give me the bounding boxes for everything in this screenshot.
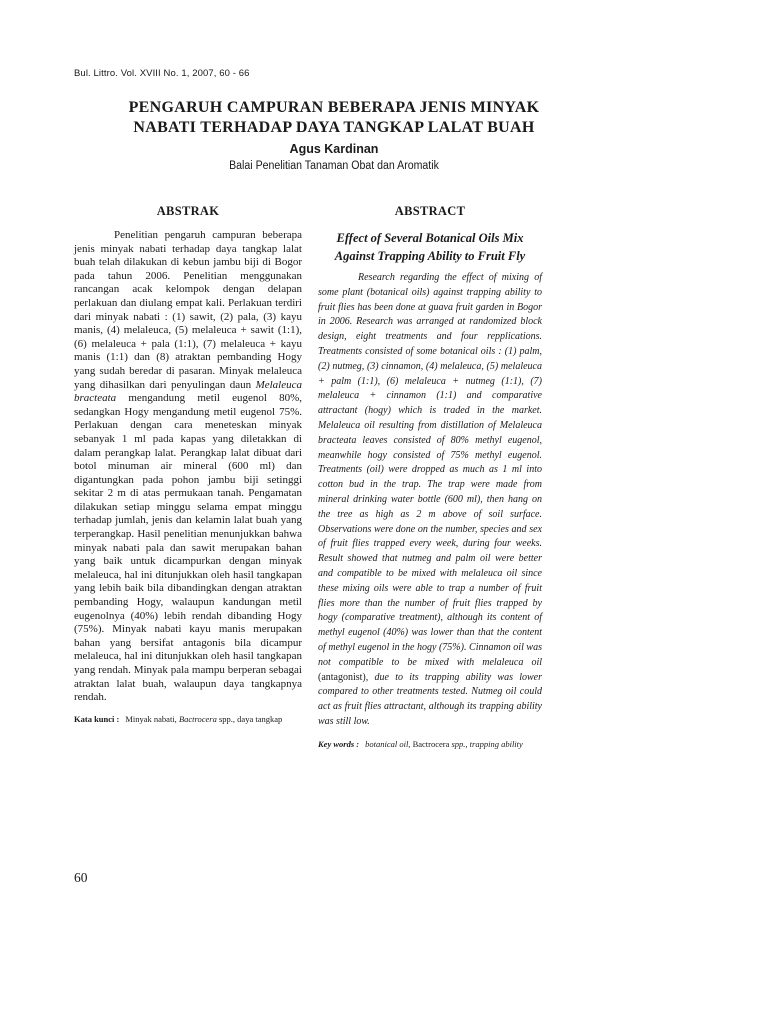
kata-kunci-label: Kata kunci :: [74, 713, 120, 724]
title-line-2: NABATI TERHADAP DAYA TANGKAP LALAT BUAH: [133, 119, 535, 136]
abstract-heading: ABSTRACT: [394, 204, 466, 218]
key-words-label: Key words :: [318, 738, 360, 749]
abstrak-column: [74, 204, 302, 725]
key-words-post: spp., trapping ability: [451, 738, 523, 749]
kata-kunci-post: spp., daya tangkap: [219, 713, 283, 724]
key-words: [318, 739, 542, 750]
title-line-1: PENGARUH CAMPURAN BEBERAPA JENIS MINYAK: [128, 99, 540, 116]
abstrak-text-part2: mengandung metil eugenol 80%, sedangkan Hogy mengandung metil eugenol 75%. Perlakuan dengan cara meneteskan minyak sebanyak 1 ml pada kapas yang diletakkan di dalam perangkap lalat. Perangkap lalat dibuat dari botol minuman air mineral (600 ml) dan digantungkan pada pohon jambu biji setinggi sekitar 2 m di atas permukaan tanah. Pengamatan dilakukan setiap minggu selama empat minggu terhadap jumlah, jenis dan kelamin lalat buah yang terperangkap. Hasil penelitian menunjukkan bahwa minyak nabati pala dan sawit merupakan bahan yang baik untuk dicampurkan dengan minyak melaleuca, hal ini ditunjukkan oleh hasil tangkapan yang lebih baik bila dibandingkan dengan atraktan pembanding Hogy, walaupun kandungan metil eugenolnya (40%) lebih rendah dibanding Hogy (75%). Minyak nabati kayu manis merupakan bahan yang bersifat antagonis bila dicampur melaleuca, hal ini ditunjukkan oleh hasil tangkapan yang rendah. Minyak pala mampu berperan sebagai atraktan lalat buah, walaupun daya tangkapnya rendah.: [74, 392, 302, 704]
abstract-title: [318, 229, 542, 265]
abstract-text: [318, 271, 542, 730]
kata-kunci: [74, 714, 302, 725]
key-words-species: Bactrocera: [412, 738, 450, 749]
kata-kunci-species: Bactrocera: [178, 713, 217, 724]
paper-title: [74, 98, 594, 138]
abstract-text-part1: Research regarding the effect of mixing of some plant (botanical oils) against trapping ability to fruit flies has been done at guava fruit garden in Bogor in 2006. Research was arranged at randomized block design, eight treatments and four repplications. Treatments consisted of some botanical oils : (1) palm, (2) nutmeg, (3) cinnamon, (4) melaleuca, (5) melaleuca + palm (1:1), (6) melaleuca + nutmeg (1:1), (7) melaleuca + cinnamon (1:1) and comparative attractant (hogy) which is traded in the market. Melaleuca oil resulting from distillation of Melaleuca bracteata leaves consisted of 80% methyl eugenol, meanwhile hogy consisted of 75% methyl eugenol. Treatments (oil) were dropped as much as 1 ml into cotton bud in the trap. The trap were made from mineral drinking water bottle (600 ml), then hang on the tree as high as 2 m above of soil surface. Observations were done on the number, species and sex of fruit flies trapped every week, during four weeks. Result showed that nutmeg and palm oil were better and compatible to be mixed with melaleuca oil since these mixing oils were able to trap a number of fruit flies more than the number of fruit flies trapped by hogy (comparative treatment), although its content of methyl eugenol (40%) was lower than that the content of methyl eugenol in the hogy (75%). Cinnamon oil was not compatible to be mixed with melaleuca oil: [318, 272, 542, 668]
abstract-column: [318, 204, 542, 750]
abstract-title-line-2: Against Trapping Ability to Fruit Fly: [334, 249, 526, 263]
abstrak-heading: ABSTRAK: [156, 204, 220, 218]
abstract-text-upright: (antagonist): [318, 671, 366, 683]
abstract-text-part2: , due to its trapping ability was lower compared to other treatments tested. Nutmeg oil could act as fruit flies attractant, although its trapping ability was still low.: [318, 671, 542, 727]
page-number: 60: [74, 870, 88, 885]
abstrak-text-part1: Penelitian pengaruh campuran beberapa jenis minyak nabati terhadap daya tangkap lalat buah telah dilakukan di kebun jambu biji di Bogor pada tahun 2006. Penelitian menggunakan rancangan acak kelompok dengan delapan perlakuan dan diulang empat kali. Perlakuan terdiri dari minyak nabati : (1) sawit, (2) pala, (3) kayu manis, (4) melaleuca, (5) melaleuca + sawit (1:1), (6) melaleuca + pala (1:1), (7) melaleuca + kayu manis (1:1) dan (8) atraktan pembanding Hogy yang sudah beredar di pasaran. Minyak melaleuca yang dihasilkan dari penyulingan daun: [74, 229, 302, 391]
key-words-text: [365, 739, 542, 750]
author-name: Agus Kardinan: [289, 142, 379, 156]
kata-kunci-text: [125, 714, 302, 725]
kata-kunci-pre: Minyak nabati,: [125, 713, 177, 724]
abstrak-text: [74, 229, 302, 705]
abstract-title-line-1: Effect of Several Botanical Oils Mix: [336, 231, 524, 245]
author-affiliation: Balai Penelitian Tanaman Obat dan Aromatik: [229, 160, 439, 172]
abstrak-species: Melaleuca bracteata: [74, 378, 302, 405]
key-words-pre: botanical oil,: [365, 738, 411, 749]
journal-citation: Bul. Littro. Vol. XVIII No. 1, 2007, 60 - 66: [74, 68, 250, 79]
